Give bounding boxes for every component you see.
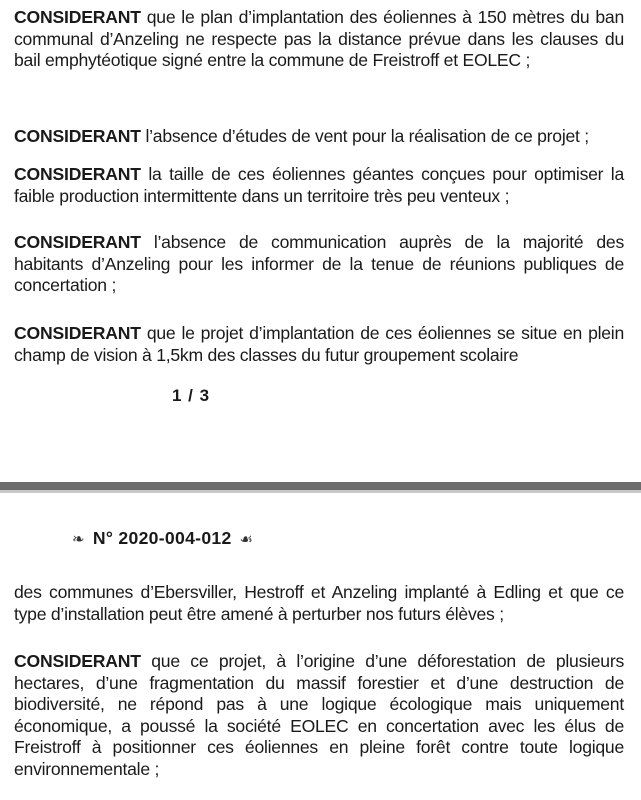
page-number: 1 / 3: [172, 386, 211, 405]
paragraph-text: que ce projet, à l’origine d’une déforestation de plusieurs hectares, d’une fragmentation du massif forestier et d’une destruction de biodiversité, ne répond pas à une logique écologique mais uniquement économique, a poussé la société EOLEC en concertation avec les élus de Freistroff à positionner ces éoliennes en pleine forêt contre toute logique environnementale ;: [14, 651, 624, 779]
considerant-paragraph-2: [14, 126, 624, 148]
considerant-paragraph-3: [14, 164, 624, 207]
deliberation-reference: [72, 528, 253, 549]
keyword: CONSIDERANT: [14, 232, 141, 252]
considerant-paragraph-1: [14, 7, 624, 72]
considerant-paragraph-6: [14, 651, 624, 780]
paragraph-text: que le plan d’implantation des éoliennes à 150 mètres du ban communal d’Anzeling ne respecte pas la distance prévue dans les clauses du bail emphytéotique signé entre la commune de Freistroff et EOLEC ;: [14, 7, 624, 70]
paragraph-text: que le projet d’implantation de ces éoliennes se situe en plein champ de vision à 1,5km des classes du futur groupement scolaire: [14, 323, 624, 365]
keyword: CONSIDERANT: [14, 126, 141, 146]
paragraph-text: l’absence de communication auprès de la majorité des habitants d’Anzeling pour les informer de la tenue de réunions publiques de concertation ;: [14, 232, 624, 295]
keyword: CONSIDERANT: [14, 7, 141, 27]
ornament-right-icon: ☙: [239, 530, 254, 548]
paragraph-text: l’absence d’études de vent pour la réalisation de ce projet ;: [140, 126, 589, 146]
reference-number: N° 2020-004-012: [92, 528, 232, 548]
page-separator-shadow: [0, 490, 641, 493]
ornament-left-icon: ❧: [72, 530, 85, 548]
considerant-paragraph-4: [14, 232, 624, 297]
considerant-paragraph-5: [14, 323, 624, 366]
keyword: CONSIDERANT: [14, 651, 141, 671]
paragraph-text: la taille de ces éoliennes géantes conçues pour optimiser la faible production intermittente dans un territoire très peu venteux ;: [14, 164, 624, 206]
keyword: CONSIDERANT: [14, 323, 141, 343]
continuation-paragraph: des communes d’Ebersviller, Hestroff et Anzeling implanté à Edling et que ce type d’installation peut être amené à perturber nos futurs élèves ;: [14, 582, 624, 624]
keyword: CONSIDERANT: [14, 164, 141, 184]
page-separator: [0, 482, 641, 490]
